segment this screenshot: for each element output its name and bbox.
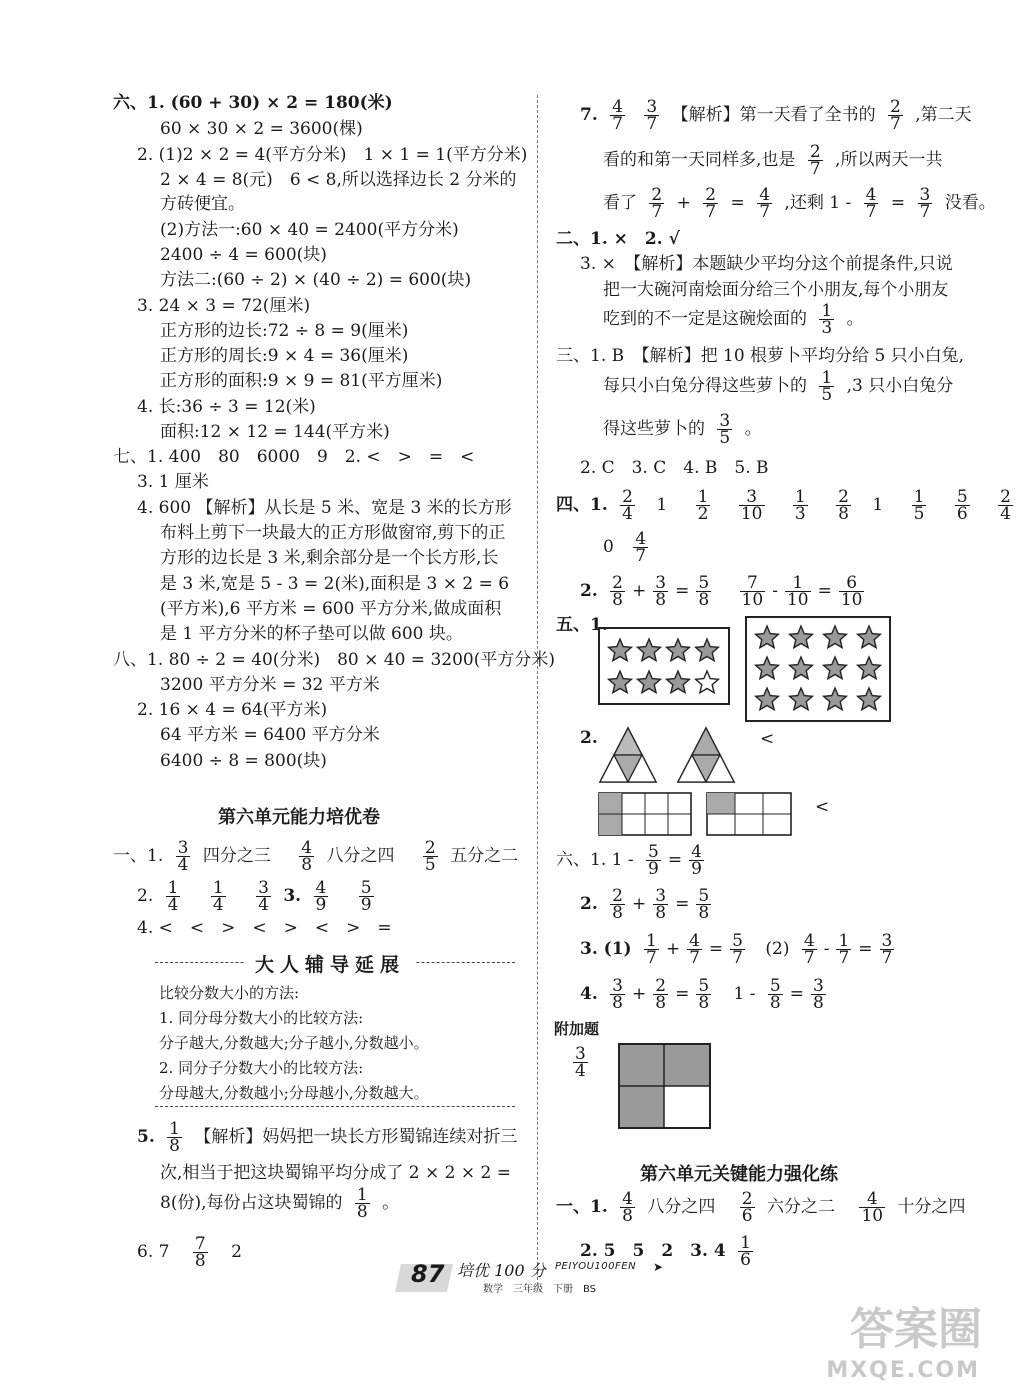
q-prefix: 7. <box>580 105 598 125</box>
star-icon <box>756 626 779 648</box>
s6-4-row: 4. $\frac{3}{8}$ + $\frac{2}{8}$ = $\frac{5}{8}$ 1 - $\frac{5}{8}$ = $\frac{3}{8}$ <box>580 976 824 1013</box>
q5-text: 。 <box>382 1193 400 1213</box>
compare-sign: < <box>760 729 775 749</box>
fraction: $\frac{2}{8}$ <box>612 573 623 610</box>
fraction: $\frac{3}{7}$ <box>919 185 931 222</box>
q7-row2 <box>603 140 942 180</box>
s6-1-row: 六、1. 1 - $\frac{5}{9}$ = $\frac{4}{9}$ <box>556 842 702 879</box>
fraction: $\frac{4}{8}$ <box>301 838 313 875</box>
star-icon <box>609 639 632 661</box>
unit-title: 第六单元能力培优卷 <box>218 807 380 828</box>
fraction: $\frac{1}{5}$ <box>821 368 833 405</box>
q-prefix: 一、1. <box>556 1197 608 1217</box>
q7-text: ,还剩 1 - <box>784 193 852 213</box>
fraction: $\frac{4}{7}$ <box>865 185 877 222</box>
s3-2: 2. C 3. C 4. B 5. B <box>580 458 769 478</box>
q1-2-row <box>137 876 381 916</box>
fraction: $\frac{3}{4}$ <box>177 838 189 875</box>
s6-line: 方法二:(60 ÷ 2) × (40 ÷ 2) = 600(块) <box>160 270 472 290</box>
fraction: $\frac{2}{7}$ <box>651 185 663 222</box>
fraction: $\frac{1}{4}$ <box>212 878 224 915</box>
s8-line: 2. 16 × 4 = 64(平方米) <box>137 700 328 720</box>
s7-line: 4. 600 【解析】从长是 5 米、宽是 3 米的长方形 <box>137 498 512 518</box>
fraction: $\frac{4}{7}$ <box>635 529 647 566</box>
fraction: $\frac{4}{10}$ <box>861 1189 884 1226</box>
tutor-line: 1. 同分母分数大小的比较方法: <box>159 1009 364 1027</box>
star-icon <box>824 657 847 679</box>
fraction: $\frac{4}{9}$ <box>315 878 327 915</box>
q-prefix: 6. 7 <box>137 1242 170 1262</box>
fraction: $\frac{1}{7}$ <box>646 931 657 968</box>
q1-4: 4. < < > < > < > = <box>137 918 392 938</box>
star-icon <box>667 671 690 693</box>
fraction: $\frac{5}{8}$ <box>698 976 710 1013</box>
s6-line: 面积:12 × 12 = 144(平方米) <box>160 422 390 442</box>
fraction: $\frac{5}{6}$ <box>956 487 968 524</box>
s6-line: 正方形的周长:9 × 4 = 36(厘米) <box>160 346 409 366</box>
s7-line: 3. 1 厘米 <box>137 472 209 492</box>
s2-3: 3. × 【解析】本题缺少平均分这个前提条件,只说 <box>580 254 953 274</box>
fraction: $\frac{3}{4}$ <box>575 1044 586 1081</box>
star-icon <box>609 671 632 693</box>
q5-row <box>137 1117 517 1157</box>
s8-line: 3200 平方分米 = 32 平方米 <box>160 675 380 695</box>
q-prefix: 一、1. <box>113 846 164 866</box>
q-prefix: 4. <box>580 984 598 1004</box>
rect-grid-left <box>599 793 691 835</box>
s3-1-row3 <box>603 409 762 449</box>
column-divider <box>537 95 538 1285</box>
fraction: $\frac{1}{5}$ <box>913 487 925 524</box>
s3-1-text: ,3 只小白兔分 <box>846 376 954 396</box>
fraction: $\frac{3}{5}$ <box>719 411 731 448</box>
whole: 1 <box>656 495 668 515</box>
s6-3-row: 3. (1) $\frac{1}{7}$ + $\frac{4}{7}$ = $\frac{5}{7}$ (2) $\frac{4}{7}$ - $\frac{1}{7}$ = $\frac{3}{7}$ <box>580 931 893 968</box>
q7-row3 <box>603 183 996 223</box>
fraction: $\frac{1}{8}$ <box>169 1119 180 1156</box>
fraction: $\frac{1}{6}$ <box>740 1233 751 1270</box>
s8-line: 八、1. 80 ÷ 2 = 40(分米) 80 × 40 = 3200(平方分米) <box>113 650 555 670</box>
operator: 1 - <box>733 984 756 1004</box>
triangle-right <box>678 728 734 782</box>
s4-1-row2 <box>603 527 655 567</box>
page-number: 87 <box>411 1260 445 1288</box>
fraction: $\frac{3}{10}$ <box>740 487 763 524</box>
fraction-word: 六分之二 <box>767 1197 836 1217</box>
s6-2-row: 2. $\frac{2}{8}$ + $\frac{3}{8}$ = $\frac{5}{8}$ <box>580 886 710 923</box>
fraction-word: 八分之四 <box>647 1197 716 1217</box>
tutor-box-title: 大人辅导延展 <box>245 950 415 977</box>
fraction: $\frac{3}{8}$ <box>612 976 623 1013</box>
star-icon <box>858 688 881 710</box>
s5-1-label: 五、1. <box>556 615 608 635</box>
star-icon <box>790 688 813 710</box>
fraction: $\frac{1}{10}$ <box>786 573 809 610</box>
star-box-left <box>598 627 730 705</box>
fraction-word: 八分之四 <box>326 846 395 866</box>
whole: 1 <box>872 495 884 515</box>
triangle-left <box>600 728 656 782</box>
watermark-logo: 答案圈 <box>850 1304 982 1355</box>
fraction: $\frac{4}{8}$ <box>622 1189 633 1226</box>
q7-text: 看了 <box>603 193 637 213</box>
brand: 培优 100 分 <box>457 1261 546 1280</box>
s6-line: 六、1. (60 + 30) × 2 = 180(米) <box>113 93 393 113</box>
fraction: $\frac{1}{2}$ <box>697 487 709 524</box>
rect-grid-right <box>707 793 791 835</box>
q-prefix: (2) <box>765 939 790 959</box>
k1-row <box>556 1187 965 1227</box>
watermark-url: MXQE.COM <box>826 1358 980 1383</box>
tutor-line: 比较分数大小的方法: <box>159 984 300 1002</box>
rect-figures <box>598 792 808 837</box>
q5-text: 8(份),每份占这块蜀锦的 <box>160 1193 343 1213</box>
s2-3-text: 吃到的不一定是这碗烩面的 <box>603 309 807 329</box>
star-icon <box>696 671 719 693</box>
s7-line: (平方米),6 平方米 = 600 平方分米,做成面积 <box>160 599 502 619</box>
s2-3-row3 <box>603 299 864 339</box>
q-prefix: 2. <box>580 894 598 914</box>
tutor-box <box>155 950 515 1108</box>
q-prefix: 2. <box>580 581 598 601</box>
star-icon <box>638 639 661 661</box>
s6-line: 正方形的边长:72 ÷ 8 = 9(厘米) <box>160 321 409 341</box>
q7-text: 看的和第一天同样多,也是 <box>603 150 796 170</box>
s3-1-text: 每只小白兔分得这些萝卜的 <box>603 376 807 396</box>
s6-line: 2400 ÷ 4 = 600(块) <box>160 245 327 265</box>
star-group-right <box>747 618 889 720</box>
fraction: $\frac{2}{8}$ <box>838 487 849 524</box>
fraction: $\frac{2}{4}$ <box>622 487 633 524</box>
q1-1-row <box>113 836 518 876</box>
fraction: $\frac{2}{8}$ <box>612 886 623 923</box>
fraction: $\frac{2}{8}$ <box>655 976 667 1013</box>
fraction-word: 四分之三 <box>202 846 271 866</box>
compare-sign: < <box>815 797 830 817</box>
star-group-left <box>600 629 728 703</box>
fraction: $\frac{5}{9}$ <box>360 878 372 915</box>
fraction: $\frac{5}{8}$ <box>698 573 710 610</box>
fraction: $\frac{1}{4}$ <box>167 878 179 915</box>
triangle-figures <box>598 726 808 786</box>
fraction-word: 五分之二 <box>450 846 519 866</box>
s7-line: 是 3 米,宽是 5 - 3 = 2(米),面积是 3 × 2 = 6 <box>160 574 510 594</box>
fraction: $\frac{3}{8}$ <box>655 573 667 610</box>
arrow-icon: ➤ <box>653 1260 664 1274</box>
fraction: $\frac{2}{7}$ <box>705 185 717 222</box>
fraction-word: 十分之四 <box>897 1197 966 1217</box>
fraction: $\frac{3}{7}$ <box>646 97 658 134</box>
s3-1: 三、1. B 【解析】把 10 根萝卜平均分给 5 只小白兔, <box>556 346 965 366</box>
star-icon <box>638 671 661 693</box>
q6-row <box>137 1232 242 1272</box>
s3-1-text: 。 <box>744 419 762 439</box>
star-icon <box>696 639 719 661</box>
fraction: $\frac{5}{8}$ <box>769 976 781 1013</box>
s6-line: 正方形的面积:9 × 9 = 81(平方厘米) <box>160 371 443 391</box>
s2-3: 把一大碗河南烩面分给三个小朋友,每个小朋友 <box>603 280 949 300</box>
s4-2-row: 2. $\frac{2}{8}$ + $\frac{3}{8}$ = $\frac{5}{8}$ $\frac{7}{10}$ - $\frac{1}{10}$ = $\frac{6}{10}$ <box>580 573 863 610</box>
fraction: $\frac{5}{8}$ <box>698 886 710 923</box>
s7-line: 方形的边长是 3 米,剩余部分是一个长方形,长 <box>160 548 499 568</box>
s2-3-text: 。 <box>846 309 864 329</box>
fraction: $\frac{1}{3}$ <box>821 301 833 338</box>
star-icon <box>667 639 690 661</box>
fraction: $\frac{4}{7}$ <box>759 185 771 222</box>
tutor-line: 2. 同分子分数大小的比较方法: <box>159 1059 364 1077</box>
s6-line: 2 × 4 = 8(元) 6 < 8,所以选择边长 2 分米的 <box>160 170 517 190</box>
answer: 2 <box>231 1242 242 1262</box>
s7-line: 七、1. 400 80 6000 9 2. < > = < <box>113 447 475 467</box>
q-prefix: 四、1. <box>556 495 608 515</box>
fraction: $\frac{3}{8}$ <box>655 886 667 923</box>
s6-line: (2)方法一:60 × 40 = 2400(平方分米) <box>160 220 459 240</box>
fraction: $\frac{7}{10}$ <box>741 573 764 610</box>
star-box-right <box>745 616 891 722</box>
fraction: $\frac{2}{7}$ <box>890 97 901 134</box>
star-icon <box>824 688 847 710</box>
star-icon <box>858 626 881 648</box>
q7-text: ,所以两天一共 <box>835 150 943 170</box>
q7-text: 【解析】第一天看了全书的 <box>671 105 876 125</box>
q7-text: 没看。 <box>944 193 996 213</box>
fraction: $\frac{4}{7}$ <box>612 97 623 134</box>
star-icon <box>756 657 779 679</box>
q7-text: ,第二天 <box>915 105 972 125</box>
q7-row1 <box>580 95 972 135</box>
q5-text: 次,相当于把这块蜀锦平均分成了 2 × 2 × 2 = <box>160 1163 512 1183</box>
s8-line: 64 平方米 = 6400 平方分米 <box>160 725 380 745</box>
s6-line: 60 × 30 × 2 = 3600(棵) <box>160 119 363 139</box>
fraction: $\frac{2}{4}$ <box>1000 487 1011 524</box>
fraction: $\frac{2}{7}$ <box>809 142 821 179</box>
bonus-answer <box>566 1042 595 1082</box>
star-icon <box>790 626 813 648</box>
fraction: $\frac{6}{10}$ <box>840 573 863 610</box>
s8-line: 6400 ÷ 8 = 800(块) <box>160 751 327 771</box>
fraction: $\frac{3}{8}$ <box>813 976 824 1013</box>
unit-title-2: 第六单元关键能力强化练 <box>640 1164 838 1185</box>
fraction: $\frac{3}{7}$ <box>881 931 893 968</box>
fraction: $\frac{2}{6}$ <box>741 1189 753 1226</box>
s7-line: 是 1 平方分米的杯子垫可以做 600 块。 <box>160 624 463 644</box>
q5-text: 【解析】妈妈把一块长方形蜀锦连续对折三 <box>194 1127 518 1147</box>
s6-line: 4. 长:36 ÷ 3 = 12(米) <box>137 397 316 417</box>
q-prefix: 5. <box>137 1127 155 1147</box>
operator: + <box>676 193 691 213</box>
star-icon <box>824 626 847 648</box>
fraction: $\frac{4}{9}$ <box>691 842 702 879</box>
s5-2-label: 2. <box>580 728 598 748</box>
fraction: $\frac{5}{7}$ <box>732 931 743 968</box>
q-prefix: 2. <box>137 886 154 906</box>
s3-1-row2 <box>603 366 953 406</box>
star-icon <box>858 657 881 679</box>
operator: = <box>730 193 745 213</box>
fraction: $\frac{4}{7}$ <box>803 931 815 968</box>
bonus-label: 附加题 <box>554 1020 600 1038</box>
q5-row3 <box>160 1183 399 1223</box>
bonus-square <box>618 1043 712 1129</box>
q-prefix: 六、1. 1 - <box>556 850 634 870</box>
s6-line: 方砖便宜。 <box>160 194 245 214</box>
tutor-line: 分母越大,分数越小;分母越小,分数越大。 <box>159 1084 429 1102</box>
fraction: $\frac{7}{8}$ <box>194 1234 206 1271</box>
fraction: $\frac{1}{7}$ <box>838 931 850 968</box>
s2-1: 二、1. × 2. √ <box>556 229 680 249</box>
operator: = <box>890 193 906 213</box>
q-prefix: 3. <box>283 886 302 906</box>
star-icon <box>790 657 813 679</box>
fraction: $\frac{2}{5}$ <box>424 838 436 875</box>
star-icon <box>756 688 779 710</box>
tutor-line: 分子越大,分数越大;分子越小,分数越小。 <box>159 1034 429 1052</box>
fraction: $\frac{1}{3}$ <box>794 487 806 524</box>
footer-sub: 数学 三年级 下册 BS <box>483 1284 597 1295</box>
s3-1-text: 得这些萝卜的 <box>603 419 705 439</box>
fraction: $\frac{3}{4}$ <box>258 878 269 915</box>
s7-line: 布料上剪下一块最大的正方形做窗帘,剪下的正 <box>160 523 506 543</box>
fraction: $\frac{4}{7}$ <box>689 931 700 968</box>
page-footer <box>395 1258 685 1298</box>
fraction: $\frac{1}{8}$ <box>356 1185 368 1222</box>
s4-1-row <box>556 485 1020 525</box>
brand-en: PEIYOU100FEN <box>555 1261 637 1272</box>
s6-line: 2. (1)2 × 2 = 4(平方分米) 1 × 1 = 1(平方分米) <box>137 145 528 165</box>
q-prefix: 3. (1) <box>580 939 632 959</box>
fraction: $\frac{5}{9}$ <box>648 842 659 879</box>
s6-line: 3. 24 × 3 = 72(厘米) <box>137 296 311 316</box>
q-prefix: 2. 5 5 2 3. 4 <box>580 1241 726 1261</box>
whole: 0 <box>603 537 614 557</box>
